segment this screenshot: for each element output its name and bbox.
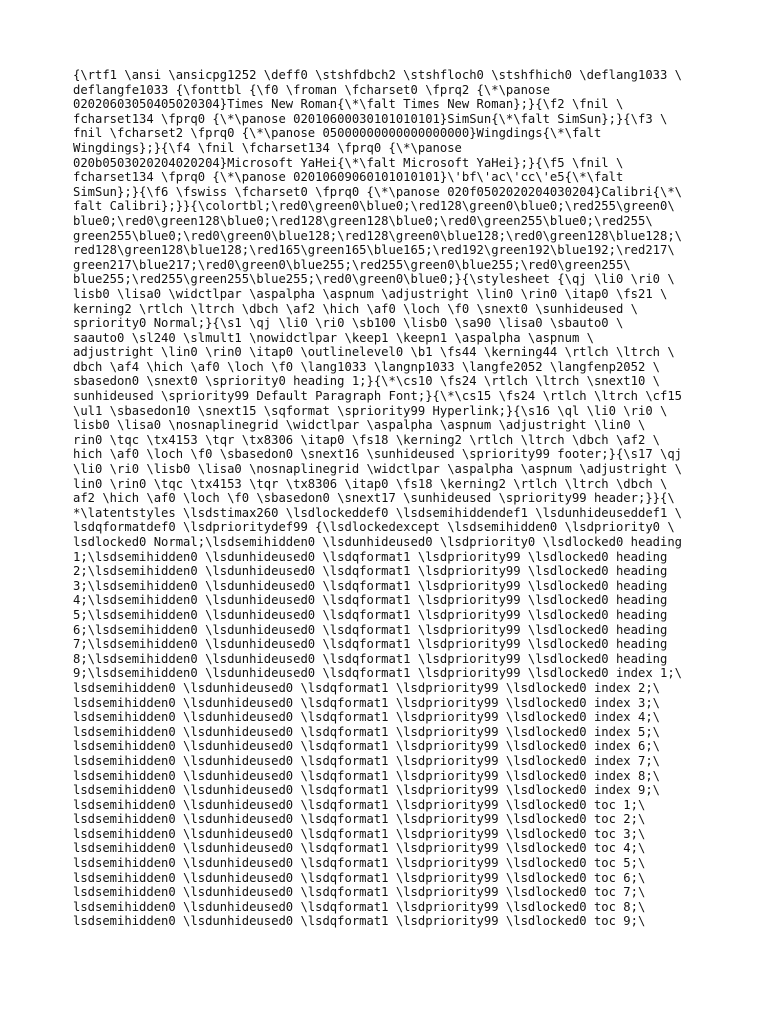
text-line: fcharset134 \fprq0 {\*\panose 02010609060101010101}\'bf\'ac\'cc\'e5{\*\falt bbox=[73, 170, 624, 185]
text-line: sbasedon0 \snext0 \spriority0 heading 1;}{\*\cs10 \fs24 \rtlch \ltrch \snext10 \ bbox=[73, 374, 660, 389]
text-line: 02020603050405020304}Times New Roman{\*\falt Times New Roman};}{\f2 \fnil \ bbox=[73, 97, 624, 112]
text-line: 4;\lsdsemihidden0 \lsdunhideused0 \lsdqformat1 \lsdpriority99 \lsdlocked0 heading bbox=[73, 593, 668, 608]
text-line: adjustright \lin0 \rin0 \itap0 \outlinelevel0 \b1 \fs44 \kerning44 \rtlch \ltrch \ bbox=[73, 345, 675, 360]
text-line: blue255;\red255\green255\blue255;\red0\green0\blue0;}{\stylesheet {\qj \li0 \ri0 \ bbox=[73, 272, 675, 287]
text-line: lsdsemihidden0 \lsdunhideused0 \lsdqformat1 \lsdpriority99 \lsdlocked0 index 9;\ bbox=[73, 783, 660, 798]
text-line: 3;\lsdsemihidden0 \lsdunhideused0 \lsdqformat1 \lsdpriority99 \lsdlocked0 heading bbox=[73, 578, 668, 593]
text-line: lsdsemihidden0 \lsdunhideused0 \lsdqformat1 \lsdpriority99 \lsdlocked0 index 4;\ bbox=[73, 710, 660, 725]
text-line: 2;\lsdsemihidden0 \lsdunhideused0 \lsdqformat1 \lsdpriority99 \lsdlocked0 heading bbox=[73, 564, 668, 579]
text-line bbox=[73, 929, 713, 944]
text-line: spriority0 Normal;}{\s1 \qj \li0 \ri0 \sb100 \lisb0 \sa90 \lisa0 \sbauto0 \ bbox=[73, 316, 624, 331]
text-line: kerning2 \rtlch \ltrch \dbch \af2 \hich \af0 \loch \f0 \snext0 \sunhideused \ bbox=[73, 301, 638, 316]
text-line: 9;\lsdsemihidden0 \lsdunhideused0 \lsdqformat1 \lsdpriority99 \lsdlocked0 index 1;\ bbox=[73, 666, 683, 681]
text-line: *\latentstyles \lsdstimax260 \lsdlockeddef0 \lsdsemihiddendef1 \lsdunhideuseddef1 \ bbox=[73, 505, 683, 520]
text-line: fcharset134 \fprq0 {\*\panose 02010600030101010101}SimSun{\*\falt SimSun};}{\f3 \ bbox=[73, 111, 668, 126]
text-line: SimSun};}{\f6 \fswiss \fcharset0 \fprq0 {\*\panose 020f0502020204030204}Calibri{\*\ bbox=[73, 184, 683, 199]
text-line: lsdsemihidden0 \lsdunhideused0 \lsdqformat1 \lsdpriority99 \lsdlocked0 toc 5;\ bbox=[73, 856, 646, 871]
text-line: lsdsemihidden0 \lsdunhideused0 \lsdqformat1 \lsdpriority99 \lsdlocked0 index 6;\ bbox=[73, 739, 660, 754]
text-line: dbch \af4 \hich \af0 \loch \f0 \lang1033 \langnp1033 \langfe2052 \langfenp2052 \ bbox=[73, 359, 660, 374]
text-line: lsdsemihidden0 \lsdunhideused0 \lsdqformat1 \lsdpriority99 \lsdlocked0 toc 7;\ bbox=[73, 885, 646, 900]
text-line: lin0 \rin0 \tqc \tx4153 \tqr \tx8306 \itap0 \fs18 \kerning2 \rtlch \ltrch \dbch \ bbox=[73, 476, 668, 491]
text-line: green255\blue0;\red0\green0\blue128;\red128\green0\blue128;\red0\green128\blue128;\ bbox=[73, 228, 683, 243]
text-line: 020b0503020204020204}Microsoft YaHei{\*\falt Microsoft YaHei};}{\f5 \fnil \ bbox=[73, 155, 624, 170]
text-line: Wingdings};}{\f4 \fnil \fcharset134 \fprq0 {\*\panose bbox=[73, 140, 462, 155]
text-line: lsdlocked0 Normal;\lsdsemihidden0 \lsdunhideused0 \lsdpriority0 \lsdlocked0 heading bbox=[73, 535, 683, 549]
text-line: lisb0 \lisa0 \nosnaplinegrid \widctlpar \aspalpha \aspnum \adjustright \lin0 \ bbox=[73, 418, 646, 433]
text-line: deflangfe1033 {\fonttbl {\f0 \froman \fcharset0 \fprq2 {\*\panose bbox=[73, 82, 550, 97]
rtf-source-text bbox=[73, 68, 713, 944]
text-line: lsdsemihidden0 \lsdunhideused0 \lsdqformat1 \lsdpriority99 \lsdlocked0 toc 3;\ bbox=[73, 826, 646, 841]
text-line: lsdsemihidden0 \lsdunhideused0 \lsdqformat1 \lsdpriority99 \lsdlocked0 toc 4;\ bbox=[73, 841, 646, 856]
text-line: lsdsemihidden0 \lsdunhideused0 \lsdqformat1 \lsdpriority99 \lsdlocked0 toc 6;\ bbox=[73, 870, 646, 885]
text-line: lisb0 \lisa0 \widctlpar \aspalpha \aspnum \adjustright \lin0 \rin0 \itap0 \fs21 \ bbox=[73, 286, 668, 301]
text-line: green217\blue217;\red0\green0\blue255;\red255\green0\blue255;\red0\green255\ bbox=[73, 257, 631, 272]
text-line: lsdsemihidden0 \lsdunhideused0 \lsdqformat1 \lsdpriority99 \lsdlocked0 index 7;\ bbox=[73, 753, 660, 768]
text-line: lsdsemihidden0 \lsdunhideused0 \lsdqformat1 \lsdpriority99 \lsdlocked0 toc 8;\ bbox=[73, 899, 646, 914]
text-line: lsdsemihidden0 \lsdunhideused0 \lsdqformat1 \lsdpriority99 \lsdlocked0 index 5;\ bbox=[73, 724, 660, 739]
text-line: 1;\lsdsemihidden0 \lsdunhideused0 \lsdqformat1 \lsdpriority99 \lsdlocked0 heading bbox=[73, 549, 668, 564]
text-line: \li0 \ri0 \lisb0 \lisa0 \nosnaplinegrid \widctlpar \aspalpha \aspnum \adjustright \ bbox=[73, 462, 683, 477]
text-line: \ul1 \sbasedon10 \snext15 \sqformat \spriority99 Hyperlink;}{\s16 \ql \li0 \ri0 \ bbox=[73, 403, 668, 418]
text-line: red128\green128\blue128;\red165\green165\blue165;\red192\green192\blue192;\red217\ bbox=[73, 243, 675, 258]
text-line: saauto0 \sl240 \slmult1 \nowidctlpar \keep1 \keepn1 \aspalpha \aspnum \ bbox=[73, 330, 594, 345]
text-line: 7;\lsdsemihidden0 \lsdunhideused0 \lsdqformat1 \lsdpriority99 \lsdlocked0 heading bbox=[73, 637, 668, 652]
text-line: 6;\lsdsemihidden0 \lsdunhideused0 \lsdqformat1 \lsdpriority99 \lsdlocked0 heading bbox=[73, 622, 668, 637]
text-line: af2 \hich \af0 \loch \f0 \sbasedon0 \snext17 \sunhideused \spriority99 header;}}{\ bbox=[73, 491, 675, 506]
text-line: hich \af0 \loch \f0 \sbasedon0 \snext16 \sunhideused \spriority99 footer;}{\s17 \qj bbox=[73, 447, 683, 462]
text-line: lsdsemihidden0 \lsdunhideused0 \lsdqformat1 \lsdpriority99 \lsdlocked0 index 8;\ bbox=[73, 768, 660, 783]
text-line: 5;\lsdsemihidden0 \lsdunhideused0 \lsdqformat1 \lsdpriority99 \lsdlocked0 heading bbox=[73, 607, 668, 622]
text-line: rin0 \tqc \tx4153 \tqr \tx8306 \itap0 \fs18 \kerning2 \rtlch \ltrch \dbch \af2 \ bbox=[73, 432, 660, 447]
text-line: sunhideused \spriority99 Default Paragraph Font;}{\*\cs15 \fs24 \rtlch \ltrch \cf15 bbox=[73, 389, 683, 404]
text-line: lsdsemihidden0 \lsdunhideused0 \lsdqformat1 \lsdpriority99 \lsdlocked0 toc 2;\ bbox=[73, 812, 646, 827]
text-line: 8;\lsdsemihidden0 \lsdunhideused0 \lsdqformat1 \lsdpriority99 \lsdlocked0 heading bbox=[73, 651, 668, 666]
text-line: falt Calibri};}}{\colortbl;\red0\green0\blue0;\red128\green0\blue0;\red255\green0\ bbox=[73, 199, 675, 214]
text-line: {\rtf1 \ansi \ansicpg1252 \deff0 \stshfdbch2 \stshfloch0 \stshfhich0 \deflang1033 \ bbox=[73, 68, 683, 82]
text-line: lsdsemihidden0 \lsdunhideused0 \lsdqformat1 \lsdpriority99 \lsdlocked0 index 2;\ bbox=[73, 680, 660, 695]
text-line: lsdsemihidden0 \lsdunhideused0 \lsdqformat1 \lsdpriority99 \lsdlocked0 toc 9;\ bbox=[73, 914, 646, 929]
text-line: blue0;\red0\green128\blue0;\red128\green128\blue0;\red0\green255\blue0;\red255\ bbox=[73, 213, 653, 228]
text-line: lsdsemihidden0 \lsdunhideused0 \lsdqformat1 \lsdpriority99 \lsdlocked0 index 3;\ bbox=[73, 695, 660, 710]
text-line: lsdqformatdef0 \lsdprioritydef99 {\lsdlockedexcept \lsdsemihidden0 \lsdpriority0 \ bbox=[73, 520, 675, 535]
text-line: lsdsemihidden0 \lsdunhideused0 \lsdqformat1 \lsdpriority99 \lsdlocked0 toc 1;\ bbox=[73, 797, 646, 812]
text-line: fnil \fcharset2 \fprq0 {\*\panose 05000000000000000000}Wingdings{\*\falt bbox=[73, 126, 602, 141]
